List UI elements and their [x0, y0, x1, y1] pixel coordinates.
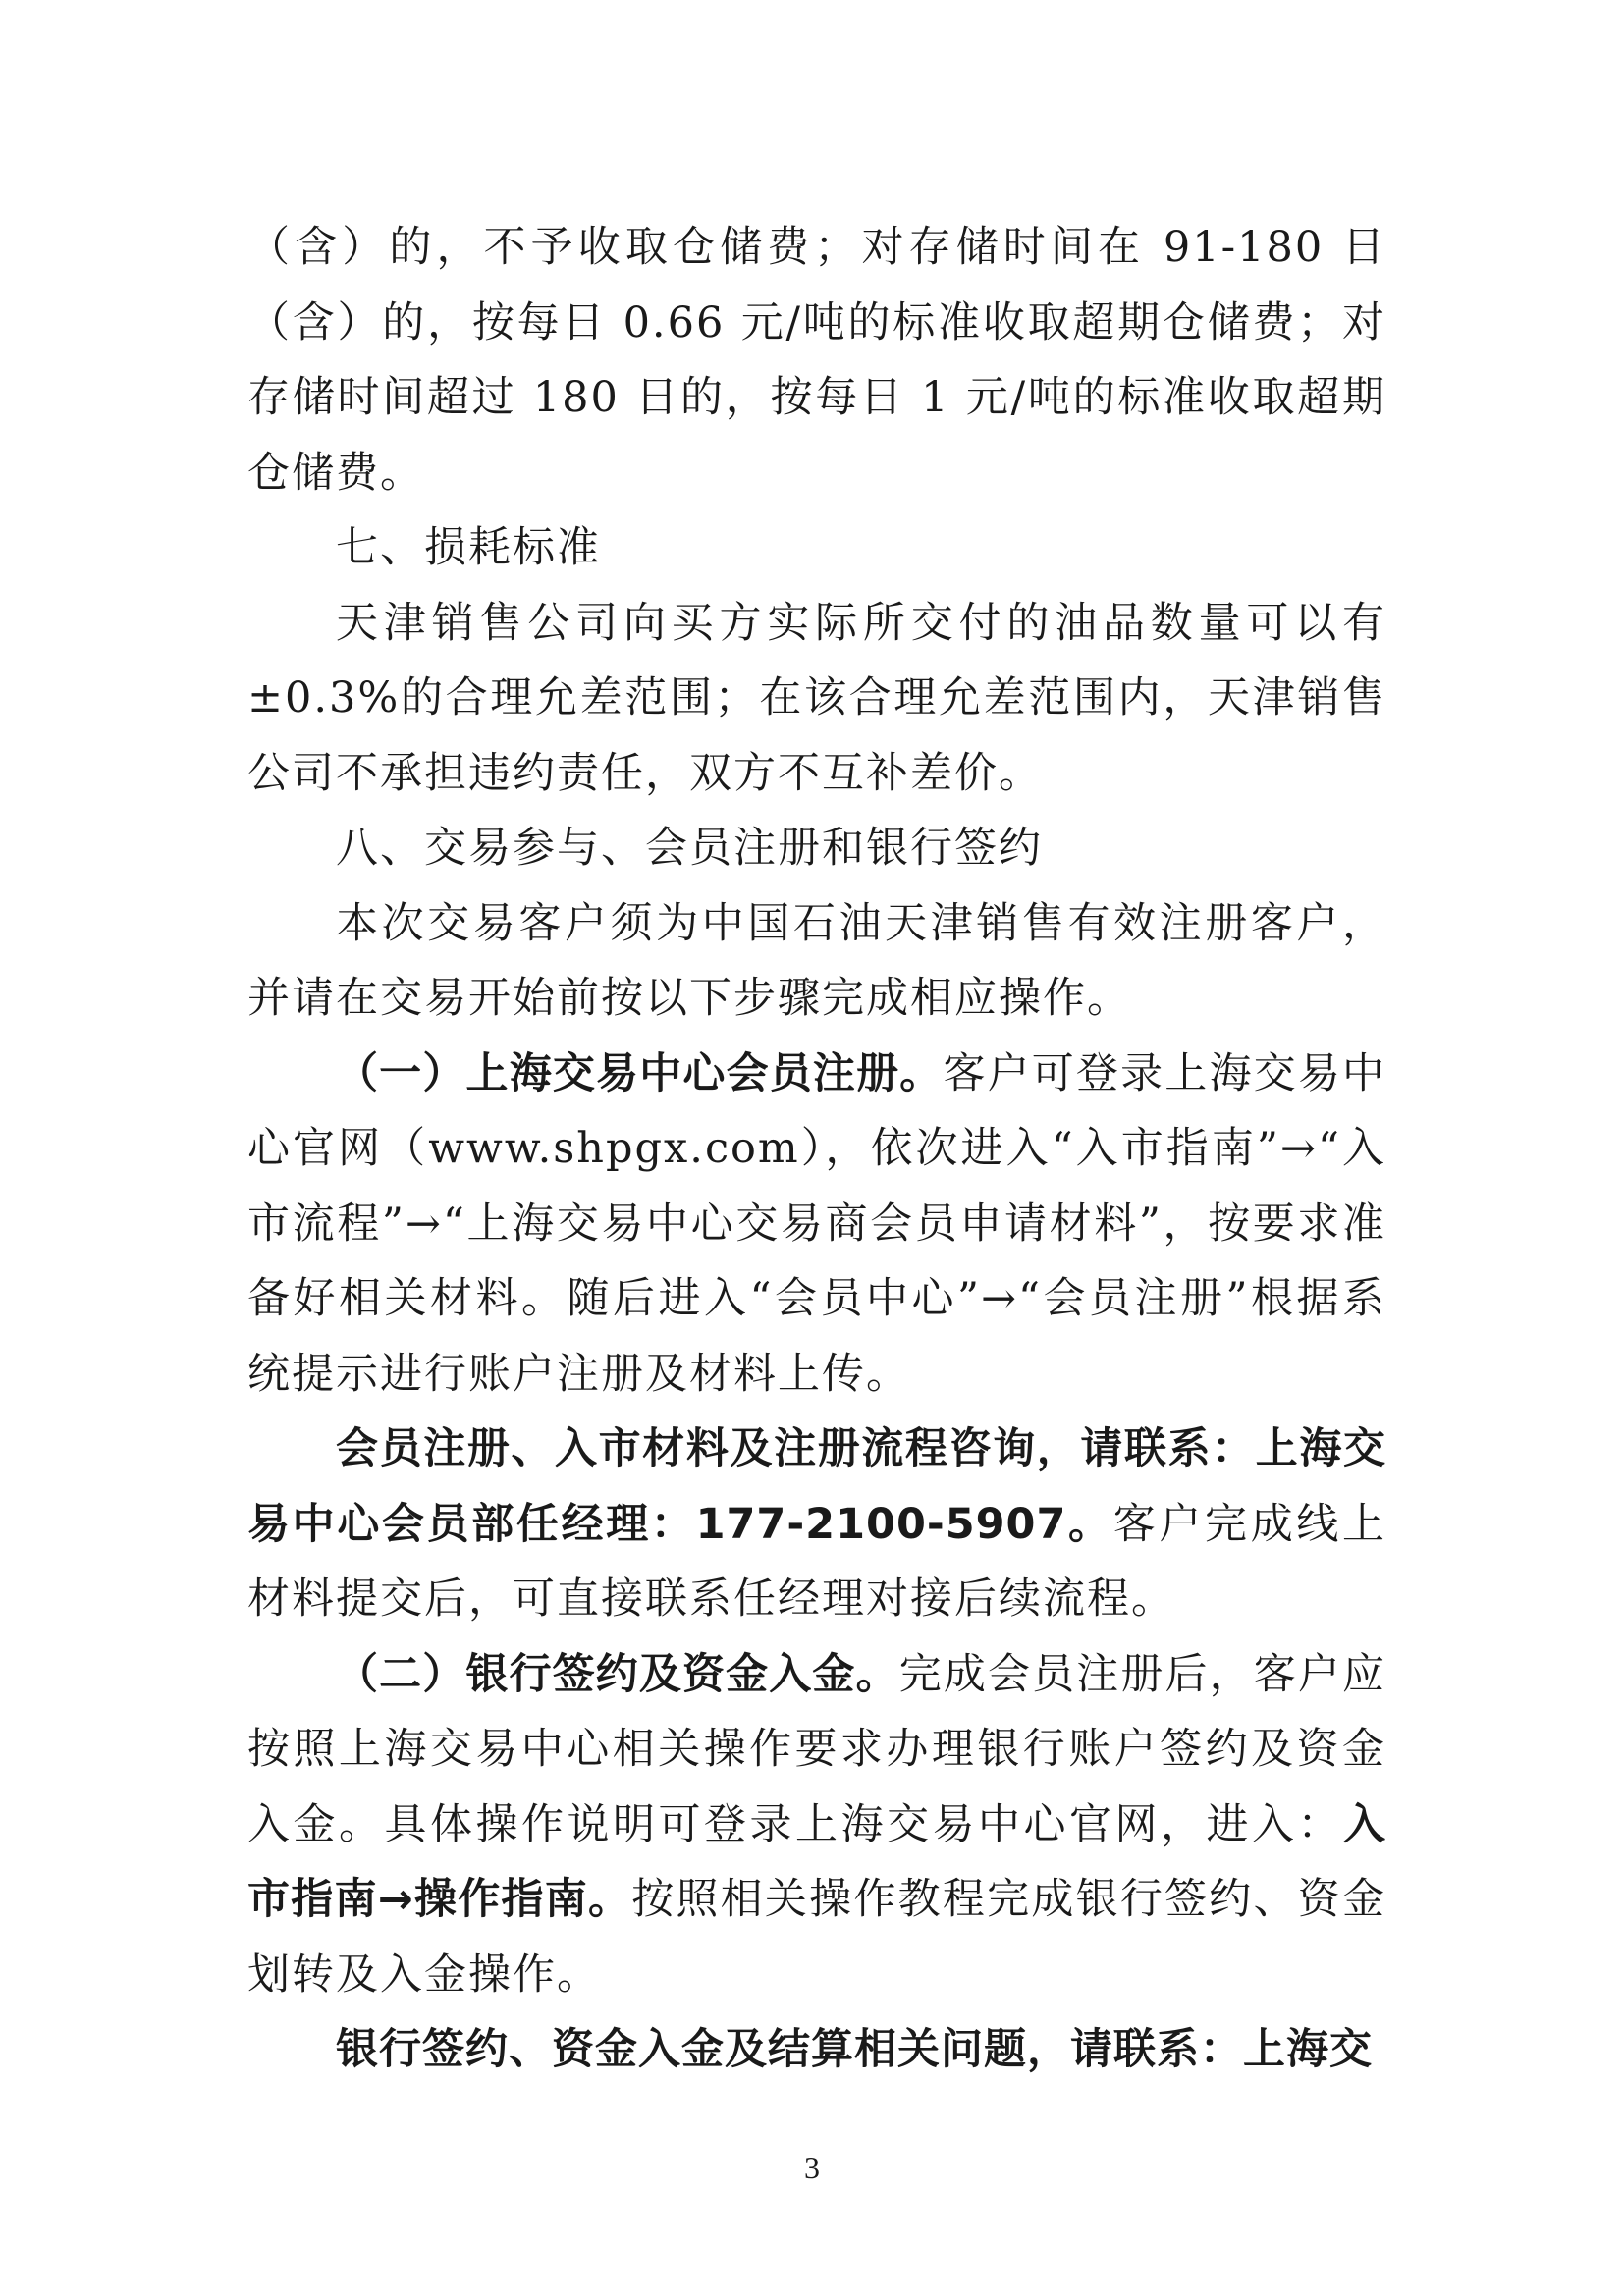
section-heading-registration: 八、交易参与、会员注册和银行签约 — [336, 824, 1043, 873]
paragraph-loss-tolerance: 天津销售公司向买方实际所交付的油品数量可以有±0.3%的合理允差范围；在该合理允差范围内，天津销售公司不承担违约责任，双方不互补差价。 — [247, 598, 1386, 798]
bank-signing-steps: 按照相关操作教程完成银行签约、资金划转及入金操作。 — [247, 1875, 1387, 2000]
registration-contact-info: 会员注册、入市材料及注册流程咨询，请联系：上海交易中心会员部任经理：177-2100-5907。 — [247, 1424, 1386, 1549]
paragraph-storage-fee: （含）的，不予收取仓储费；对存储时间在 91-180 日（含）的，按每日 0.66 元/吨的标准收取超期仓储费；对存储时间超过 180 日的，按每日 1 元/吨的标准收取超期仓储费。 — [247, 223, 1386, 498]
paragraph-registration-contact — [247, 1412, 1386, 1637]
document-body — [247, 210, 1386, 2088]
paragraph-member-registration — [247, 1037, 1386, 1413]
section-heading-loss-standard: 七、损耗标准 — [336, 523, 601, 572]
bank-signing-text: 完成会员注册后，客户应按照上海交易中心相关操作要求办理银行账户签约及资金入金。具体操作说明可登录上海交易中心官网，进入： — [247, 1649, 1387, 1849]
page-number: 3 — [804, 2150, 820, 2185]
registration-contact-text: 客户完成线上材料提交后，可直接联系任经理对接后续流程。 — [247, 1499, 1387, 1624]
bank-signing-path: 入市指南→操作指南。 — [247, 1799, 1386, 1924]
member-registration-text: 客户可登录上海交易中心官网（www.shpgx.com），依次进入“入市指南”→“入市流程”→“上海交易中心交易商会员申请材料”，按要求准备好相关材料。随后进入“会员中心”→“会员注册”根据系统提示进行账户注册及材料上传。 — [247, 1048, 1387, 1399]
bank-signing-title: （二）银行签约及资金入金。 — [336, 1649, 899, 1699]
member-registration-title: （一）上海交易中心会员注册。 — [336, 1048, 944, 1098]
paragraph-registration-intro: 本次交易客户须为中国石油天津销售有效注册客户，并请在交易开始前按以下步骤完成相应操作。 — [247, 898, 1386, 1023]
paragraph-bank-signing — [247, 1637, 1386, 2013]
paragraph-bank-contact: 银行签约、资金入金及结算相关问题，请联系：上海交 — [336, 2025, 1373, 2074]
